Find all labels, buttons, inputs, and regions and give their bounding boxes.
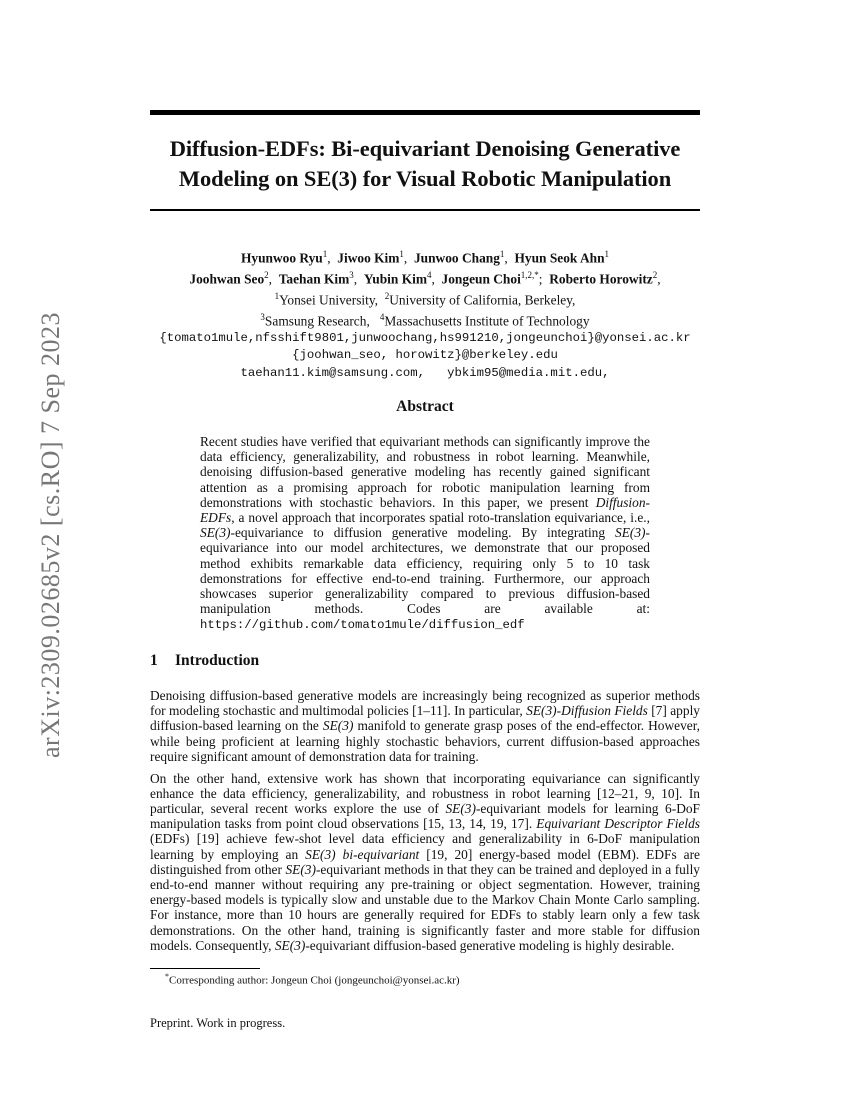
author-affil-mark: 3 — [349, 269, 354, 280]
paragraph — [150, 688, 700, 764]
paper-title — [150, 134, 700, 194]
text: -equivariant models for learning 6-DoF manipulation tasks from point cloud observations [15, 13, 14, 19, 17]. — [150, 800, 701, 832]
method-name: Diffusion-EDFs — [200, 494, 650, 526]
affiliation-line-2 — [150, 309, 700, 330]
author-name: Hyun Seok Ahn — [514, 250, 605, 266]
abstract-text: -equivariance into our model architectures, we demonstrate that our proposed method exhibits remarkable data efficiency, requiring only 5 to 10 task demonstrations for effective end-to-end training. Furthermore, our approach showcases superior generalizability compared to previous diffusion-based manipulation methods. Codes are available at: — [200, 525, 650, 617]
affiliation: Yonsei University, — [279, 292, 379, 308]
text: (EDFs) [19] achieve few-shot level data efficiency and generalizability in 6-DoF manipulation learning by employing an — [150, 831, 700, 862]
emphasis: Equivariant Descriptor Fields — [536, 816, 700, 832]
affiliation: University of California, Berkeley, — [389, 292, 576, 308]
abstract-heading: Abstract — [396, 398, 454, 415]
affil-mark: 3 — [260, 311, 265, 322]
author-name: Roberto Horowitz — [549, 271, 653, 287]
paragraph — [150, 771, 700, 953]
footnote-mark: * — [165, 972, 169, 981]
author-affil-mark: 1 — [399, 249, 404, 259]
text: -equivariant diffusion-based generative modeling is highly desirable. — [305, 937, 675, 953]
text: manifold to generate grasp poses of the end-effector. However, while being proficient at learning highly stochastic behaviors, current diffusion-based approaches require significant amount of demonstration data for training. — [150, 718, 700, 764]
text: Denoising diffusion-based generative models are increasingly being recognized as superior methods for modeling stochastic and multimodal policies [1–11]. In particular, — [150, 688, 700, 719]
author-affil-mark: 1 — [322, 249, 328, 259]
affiliation: Samsung Research, — [264, 313, 370, 329]
author-name: Jiwoo Kim — [337, 250, 400, 266]
title-bottom-rule — [150, 209, 700, 211]
code-url-link[interactable]: https://github.com/tomato1mule/diffusion_edf — [200, 618, 525, 633]
author-block — [150, 246, 700, 382]
text: [7] apply diffusion-based learning on the — [150, 703, 700, 734]
section-heading — [150, 652, 259, 670]
preprint-note: Preprint. Work in progress. — [150, 1016, 286, 1030]
math-se3: SE(3) — [305, 846, 336, 862]
author-name: Jongeun Choi — [441, 271, 521, 287]
math-se3: SE(3) — [445, 800, 476, 816]
author-affil-mark: 4 — [426, 269, 432, 280]
footnote-text: Corresponding author: Jongeun Choi (jongeunchoi@yonsei.ac.kr) — [169, 974, 460, 987]
email-line-2: {joohwan_seo, horowitz}@berkeley.edu — [292, 348, 558, 363]
math-se3: SE(3) — [615, 525, 646, 541]
emphasis: bi-equivariant — [335, 846, 420, 862]
affil-mark: 1 — [274, 290, 280, 301]
footnote — [165, 972, 460, 987]
email-line-1: {tomato1mule,nfsshift9801,junwoochang,hs991210,jongeunchoi}@yonsei.ac.kr — [159, 330, 691, 345]
arxiv-identifier: arXiv:2309.02685v2 [cs.RO] 7 Sep 2023 — [36, 311, 65, 759]
author-line-2: Joohwan Seo$^2$, Taehan Kim$^3$, Yubin Kim$^4$, Jongeun Choi$^{1,2,*}$; Roberto Horowitz$^2$, — [189, 269, 661, 287]
email: taehan11.kim@samsung.com, — [240, 365, 425, 380]
author-name: Taehan Kim — [278, 271, 350, 287]
email-line-3 — [150, 365, 700, 383]
title-line-2: Modeling on SE(3) for Visual Robotic Manipulation — [178, 166, 672, 191]
footnote-rule — [150, 968, 260, 969]
title-line-1: Diffusion-EDFs: Bi-equivariant Denoising Generative — [169, 136, 681, 161]
author-affil-mark: 1 — [604, 249, 610, 259]
abstract-body — [200, 434, 650, 634]
math-se3: SE(3) — [274, 937, 306, 953]
author-affil-mark: 1,2,* — [520, 269, 539, 280]
math-se3: SE(3) — [526, 703, 557, 719]
abstract-text: Recent studies have verified that equivariant methods can significantly improve the data efficiency, generalizability, and robustness in robot learning. Meanwhile, denoising diffusion-based generative modeling has recently gained significant attention as a promising approach for robotic manipulation learning from demonstrations with stochastic behaviors. In this paper, we present — [200, 434, 650, 510]
text: On the other hand, extensive work has shown that incorporating equivariance can significantly enhance the data efficiency, generalizability, and robustness in robot learning [12–21, 9, 10]. In particular, several recent works explore the use of — [150, 770, 700, 816]
abstract-text: , a novel approach that incorporates spatial roto-translation equivariance, i.e., — [231, 510, 650, 526]
author-name: Junwoo Chang — [413, 250, 500, 266]
author-name: Yubin Kim — [363, 271, 427, 287]
author-line-1: Hyunwoo Ryu$^1$, Jiwoo Kim$^1$, Junwoo Chang$^1$, Hyun Seok Ahn$^1$ — [240, 249, 610, 266]
introduction-body — [150, 688, 700, 959]
affil-mark: 2 — [384, 290, 390, 301]
section-number: 1 — [150, 652, 158, 669]
math-se3: SE(3) — [322, 718, 354, 734]
emphasis: -Diffusion Fields — [556, 703, 648, 719]
title-top-rule — [150, 110, 700, 115]
affil-mark: 4 — [379, 311, 385, 322]
text: [19, 20] energy-based model (EBM). EDFs are distinguished from other — [150, 846, 700, 877]
author-affil-mark: 2 — [264, 269, 269, 280]
section-title: Introduction — [175, 652, 260, 669]
email: ybkim95@media.mit.edu, — [447, 365, 610, 380]
author-name: Joohwan Seo — [189, 271, 265, 287]
affiliation-line-1 — [150, 288, 700, 309]
abstract-text: -equivariance to diffusion generative modeling. By integrating — [230, 525, 616, 541]
text: -equivariant methods in that they can be trained and deployed in a fully end-to-end manner without requiring any pre-training or object segmentation. However, training energy-based models is typically slow and unstable due to the Markov Chain Monte Carlo sampling. For instance, more than 10 hours are generally required for EDFs to stably learn only a few task demonstrations. On the other hand, training is significantly faster and more stable for diffusion models. Consequently, — [150, 861, 700, 953]
author-name: Hyunwoo Ryu — [240, 250, 323, 266]
author-affil-mark: 1 — [499, 249, 505, 259]
math-se3: SE(3) — [200, 525, 231, 541]
math-se3: SE(3) — [285, 861, 316, 877]
affiliation: Massachusetts Institute of Technology — [384, 313, 590, 329]
author-affil-mark: 2 — [652, 269, 658, 280]
